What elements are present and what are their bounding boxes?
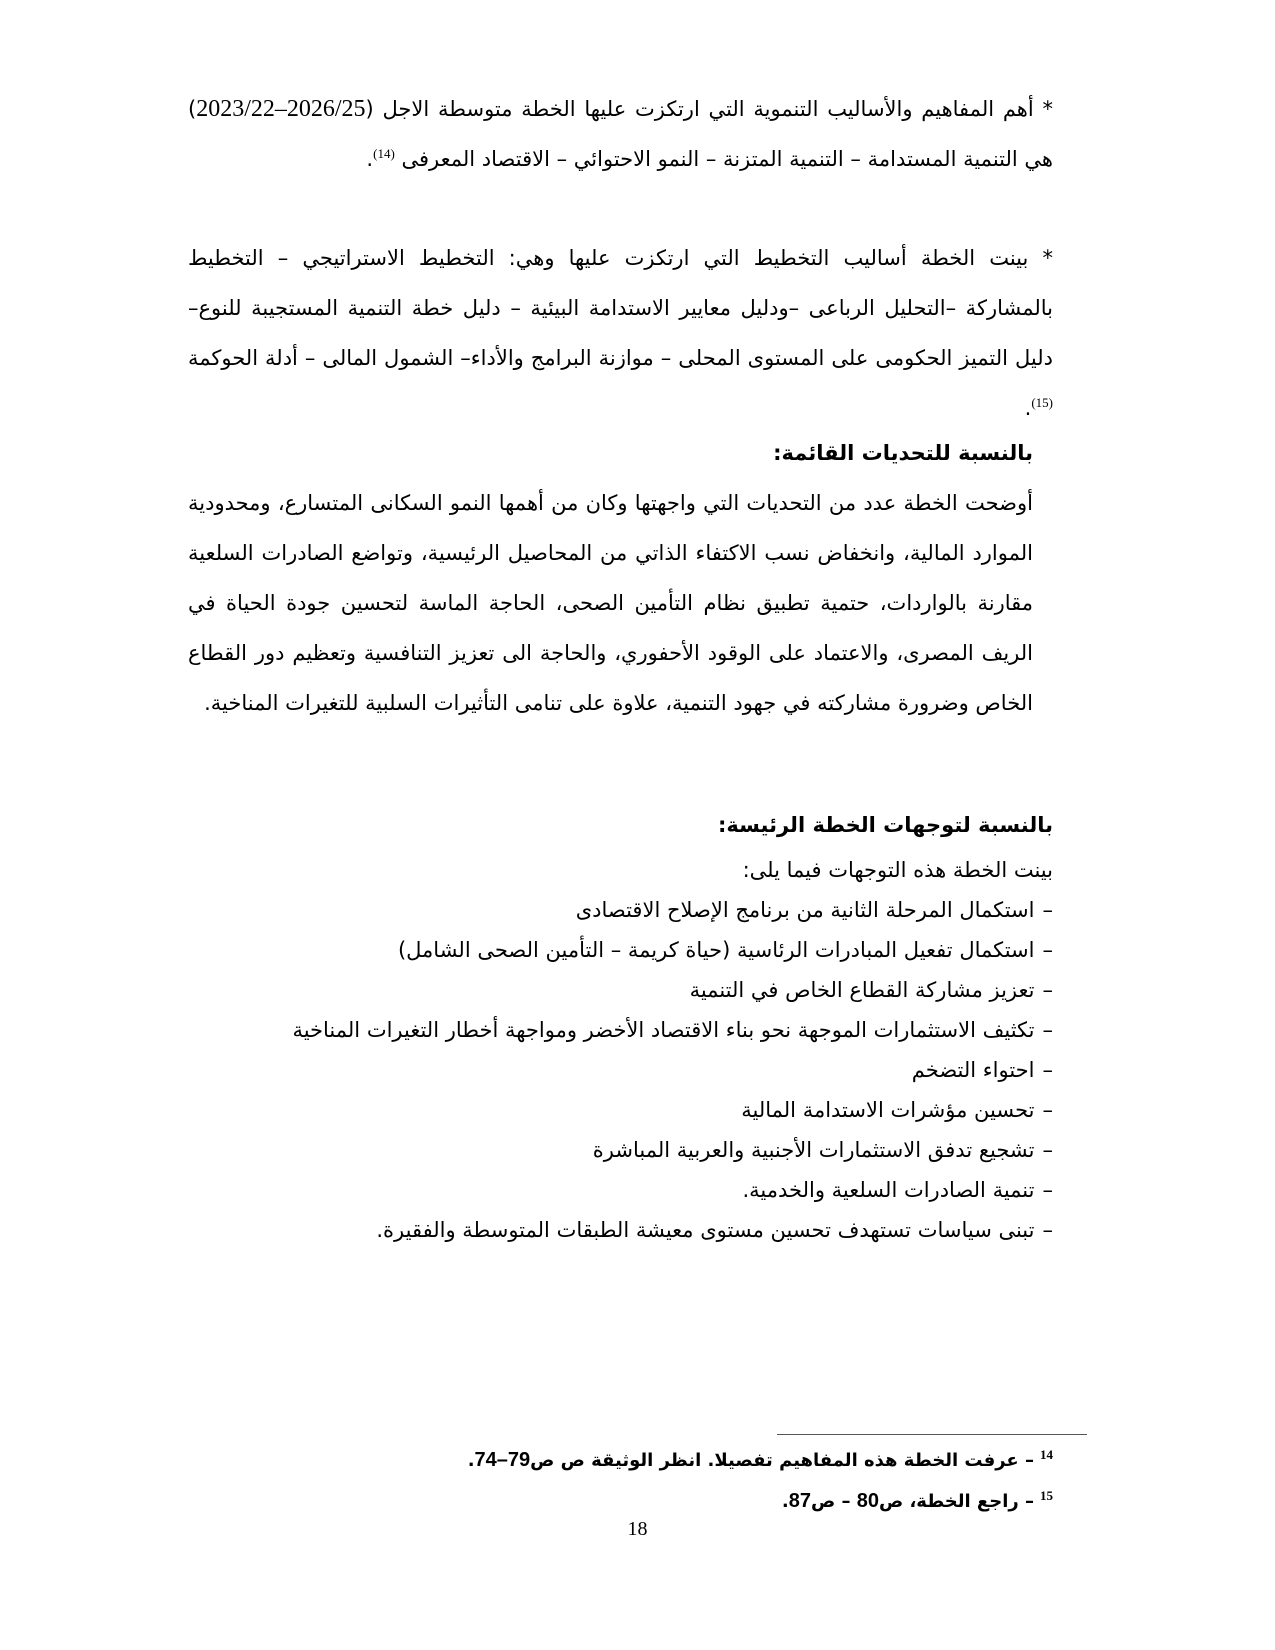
footnote-ref-15[interactable]: (15) [1031,395,1053,410]
list-item-text: تعزيز مشاركة القطاع الخاص في التنمية [689,978,1035,1002]
footnote-end: . [467,1450,475,1471]
list-item-text: تشجيع تدفق الاستثمارات الأجنبية والعربية المباشرة [592,1138,1035,1162]
list-item [292,930,1053,970]
footnote-14 [468,1440,1053,1481]
list-item-text: استكمال تفعيل المبادرات الرئاسية (حياة كريمة – التأمين الصحى الشامل) [397,938,1035,962]
footnote-text: – راجع الخطة، ص [878,1491,1034,1512]
footnote-text: – عرفت الخطة هذه المفاهيم تفصيلا. انظر الوثيقة ص ص [530,1450,1034,1471]
period-end: 2026/25 [286,96,366,122]
footnotes [468,1440,1053,1522]
footnote-number: 15 [1040,1488,1053,1503]
methods-paragraph [188,233,1053,433]
list-item [292,890,1053,930]
footnote-page-b: 87 [788,1490,811,1512]
concepts-suffix: ) هي التنمية المستدامة – التنمية المتزنة – النمو الاحتوائي – الاقتصاد المعرفى [188,97,1053,171]
footnote-end: . [781,1491,789,1512]
list-item [292,1010,1053,1050]
period-start: 2023/22 [196,96,275,122]
list-item [292,970,1053,1010]
list-item [292,1210,1053,1250]
footnote-15 [468,1481,1053,1522]
dash-bullet-icon: – [1042,1058,1053,1082]
footnote-ref-14[interactable]: (14) [373,146,395,161]
dash-bullet-icon: – [1042,898,1053,922]
plan-period [196,96,365,122]
list-item-text: احتواء التضخم [911,1058,1035,1082]
directions-list [292,890,1053,1250]
challenges-paragraph: أوضحت الخطة عدد من التحديات التي واجهتها وكان من أهمها النمو السكانى المتسارع، ومحدودية الموارد المالية، وانخفاض نسب الاكتفاء الذاتي من المحاصيل الرئيسية، وتواضع الصادرات السلعية مقارنة بالواردات، حتمية تطبيق نظام التأمين الصحى، الحاجة الماسة لتحسين جودة الحياة في الريف المصرى، والاعتماد على الوقود الأحفوري، والحاجة الى تعزيز التنافسية وتعظيم دور القطاع الخاص وضرورة مشاركته في جهود التنمية، علاوة على تنامى التأثيرات السلبية للتغيرات المناخية. [188,491,1033,715]
dash-bullet-icon: – [1042,938,1053,962]
directions-heading: بالنسبة لتوجهات الخطة الرئيسة: [718,813,1053,837]
dash-bullet-icon: – [1042,1178,1053,1202]
concepts-paragraph [188,84,1053,184]
list-item-text: استكمال المرحلة الثانية من برنامج الإصلاح الاقتصادى [575,898,1035,922]
list-item [292,1170,1053,1210]
list-item-text: تحسين مؤشرات الاستدامة المالية [741,1098,1035,1122]
list-item [292,1090,1053,1130]
footnote-middle: – ص [810,1491,857,1512]
list-item-text: تكثيف الاستثمارات الموجهة نحو بناء الاقتصاد الأخضر ومواجهة أخطار التغيرات المناخية [292,1018,1035,1042]
dash-bullet-icon: – [1042,1018,1053,1042]
list-item [292,1130,1053,1170]
methods-end: . [1024,396,1032,420]
footnote-page-a: 80 [856,1490,879,1512]
dash-bullet-icon: – [1042,1138,1053,1162]
footnote-number: 14 [1040,1447,1053,1462]
methods-text: * بينت الخطة أساليب التخطيط التي ارتكزت عليها وهي: التخطيط الاستراتيجي – التخطيط بالمشاركة –التحليل الرباعى –ودليل معايير الاستدامة البيئية – دليل خطة التنمية المستجيبة للنوع– دليل التميز الحكومى على المستوى المحلى – موازنة البرامج والأداء– الشمول المالى – أدلة الحوكمة [188,246,1053,370]
footnote-pages: 74–79 [474,1449,531,1471]
dash-bullet-icon: – [1042,978,1053,1002]
period-dash: – [274,96,287,122]
dash-bullet-icon: – [1042,1218,1053,1242]
list-item [292,1050,1053,1090]
page-number: 18 [627,1518,648,1540]
concepts-end: . [366,147,374,171]
concepts-prefix: * أهم المفاهيم والأساليب التنموية التي ارتكزت عليها الخطة متوسطة الاجل ( [365,97,1053,121]
dash-bullet-icon: – [1042,1098,1053,1122]
list-item-text: تنمية الصادرات السلعية والخدمية. [742,1178,1035,1202]
footnote-separator [777,1434,1087,1435]
directions-intro: بينت الخطة هذه التوجهات فيما يلى: [742,858,1053,882]
list-item-text: تبنى سياسات تستهدف تحسين مستوى معيشة الطبقات المتوسطة والفقيرة. [376,1218,1035,1242]
challenges-heading: بالنسبة للتحديات القائمة: [773,441,1033,465]
